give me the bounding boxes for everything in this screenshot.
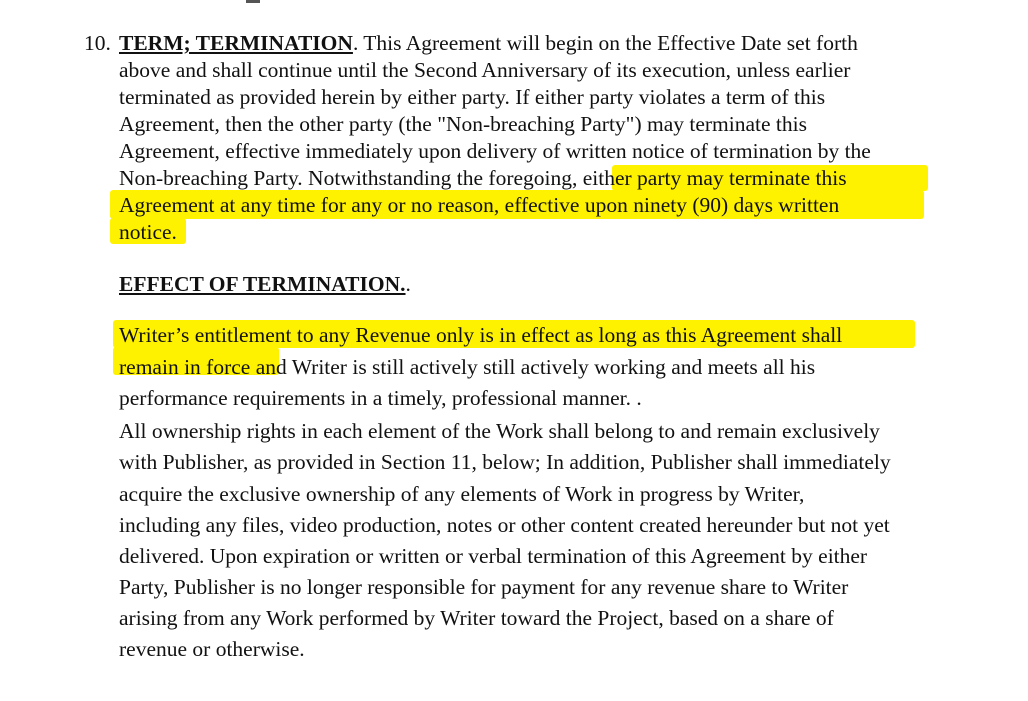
paragraph-line: performance requirements in a timely, professional manner. .: [119, 386, 642, 410]
section-heading: TERM; TERMINATION: [119, 31, 353, 55]
paragraph-line: including any files, video production, notes or other content created hereunder but not yet: [119, 513, 890, 537]
paragraph-line: Party, Publisher is no longer responsible for payment for any revenue share to Writer: [119, 575, 849, 599]
paragraph-line: Agreement, then the other party (the "Non-breaching Party") may terminate this: [119, 112, 807, 136]
paragraph-line: acquire the exclusive ownership of any elements of Work in progress by Writer,: [119, 482, 805, 506]
paragraph-line: All ownership rights in each element of the Work shall belong to and remain exclusively: [119, 419, 880, 443]
paragraph-line: Agreement, effective immediately upon delivery of written notice of termination by the: [119, 139, 871, 163]
paragraph-line: arising from any Work performed by Writer toward the Project, based on a share of: [119, 606, 834, 630]
previous-text-fragment: [246, 0, 260, 3]
paragraph-line: . This Agreement will begin on the Effective Date set forth: [352, 31, 858, 55]
paragraph-line: Agreement at any time for any or no reason, effective upon ninety (90) days written: [119, 193, 840, 217]
paragraph-line: delivered. Upon expiration or written or verbal termination of this Agreement by either: [119, 544, 868, 568]
paragraph-line: terminated as provided herein by either party. If either party violates a term of this: [119, 85, 826, 109]
paragraph-line: above and shall continue until the Second Anniversary of its execution, unless earlier: [119, 58, 851, 82]
paragraph-line: revenue or otherwise.: [119, 637, 305, 661]
effect-heading-line: [119, 271, 411, 297]
paragraph-line: remain in force and Writer is still actively still actively working and meets all his: [119, 355, 816, 379]
paragraph-line: Non-breaching Party. Notwithstanding the foregoing, either party may terminate this: [119, 166, 847, 190]
paragraph-line: with Publisher, as provided in Section 11, below; In addition, Publisher shall immediately: [119, 450, 891, 474]
section-number: 10.: [84, 31, 111, 55]
paragraph-line: notice.: [119, 220, 177, 244]
paragraph-line: Writer’s entitlement to any Revenue only is in effect as long as this Agreement shall: [119, 323, 843, 347]
section-first-line: [119, 30, 858, 56]
effect-heading: EFFECT OF TERMINATION.: [119, 272, 406, 296]
effect-heading-suffix: .: [405, 272, 411, 296]
